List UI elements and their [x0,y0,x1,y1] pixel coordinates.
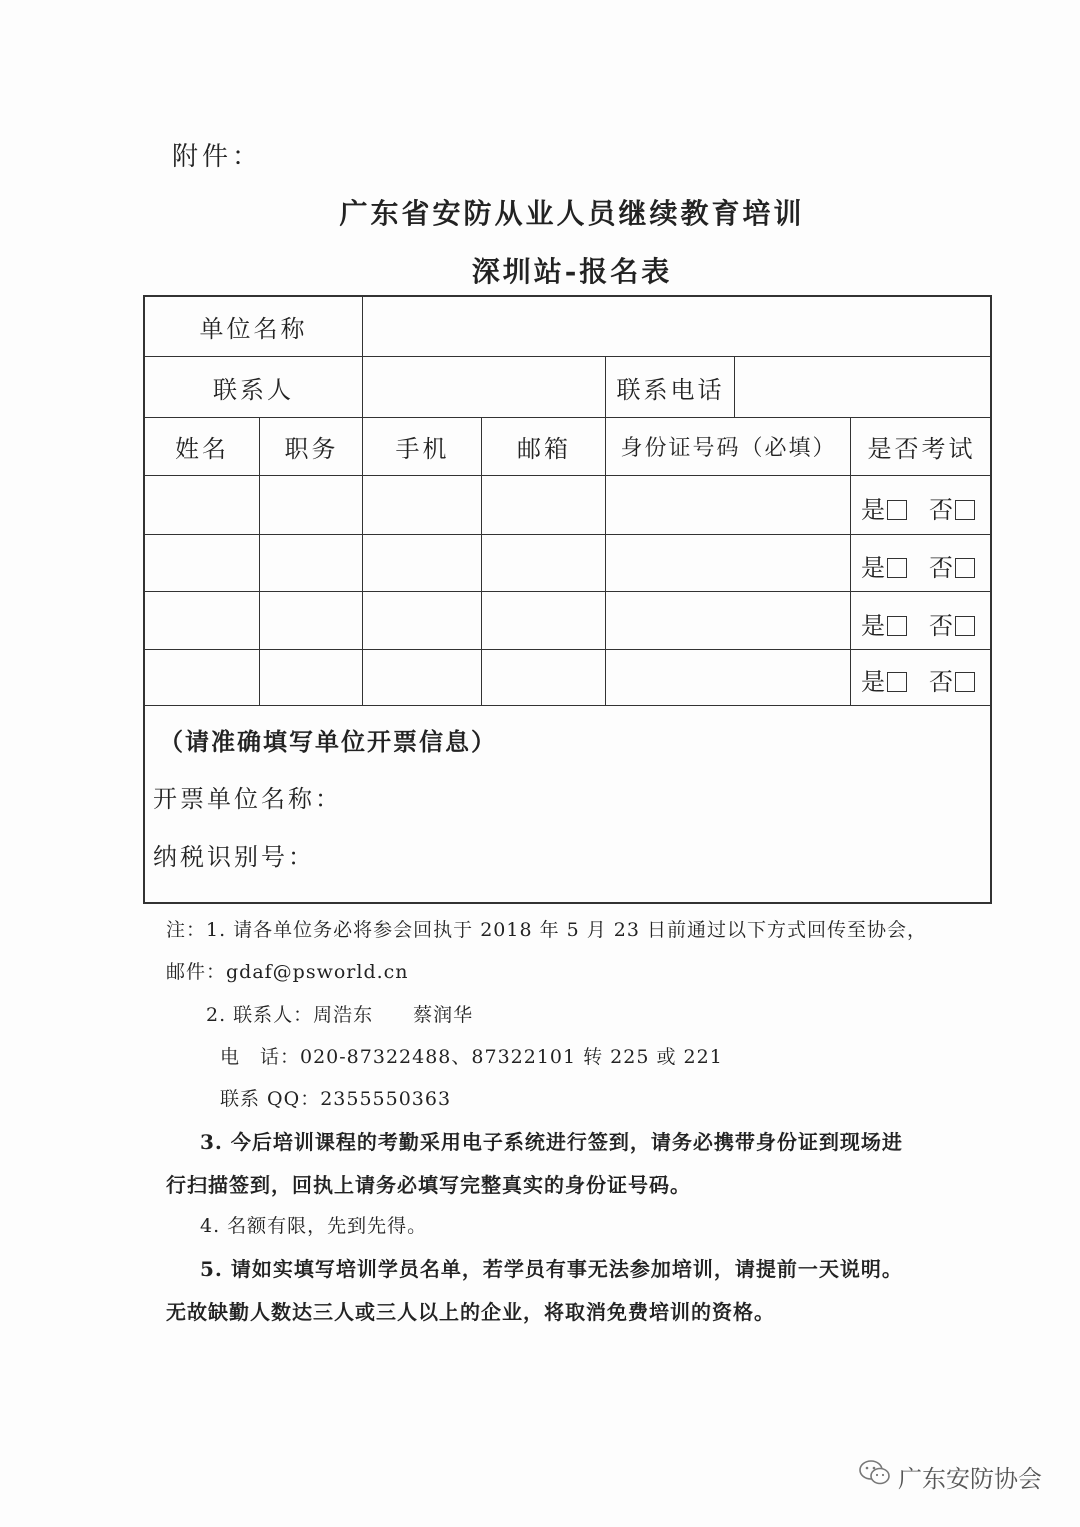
exam-yes-checkbox[interactable] [887,558,907,578]
registration-form [143,295,992,904]
note-2-contacts: 2. 联系人：周浩东 蔡润华 [206,1004,474,1026]
col-header-position: 职务 [284,435,339,463]
org-name-field[interactable] [364,297,991,356]
exam-yes-label: 是 [861,496,885,524]
note-2-qq: 联系 QQ：2355550363 [220,1088,452,1110]
exam-no-label: 否 [929,668,953,696]
note-3-line1: 3. 今后培训课程的考勤采用电子系统进行签到，请务必携带身份证到现场进 [200,1130,903,1154]
org-name-label: 单位名称 [199,315,308,343]
invoice-note: （请准确填写单位开票信息） [159,727,497,756]
col-header-id-number: 身份证号码（必填） [620,436,837,461]
note-1-email: 邮件：gdaf@psworld.cn [166,961,409,983]
note-4: 4. 名额有限，先到先得。 [200,1215,428,1237]
note-1: 注：1. 请各单位务必将参会回执于 2018 年 5 月 23 日前通过以下方式回传至协会， [166,919,928,941]
col-header-email: 邮箱 [517,435,571,463]
wechat-icon [858,1458,892,1494]
exam-yes-label: 是 [861,612,885,640]
exam-yes-label: 是 [861,668,885,696]
table-row [861,662,975,697]
col-header-name: 姓名 [175,435,229,463]
table-row [861,606,975,641]
note-5-line2: 无故缺勤人数达三人或三人以上的企业，将取消免费培训的资格。 [166,1300,775,1324]
exam-yes-checkbox[interactable] [887,500,907,520]
exam-yes-option[interactable] [861,606,907,641]
note-2-phone: 电 话：020-87322488、87322101 转 225 或 221 [220,1046,723,1068]
invoice-org-label: 开票单位名称： [153,785,342,813]
form-title: 广东省安防从业人员继续教育培训 [339,197,805,230]
exam-yes-option[interactable] [861,662,907,697]
exam-yes-checkbox[interactable] [887,616,907,636]
exam-no-label: 否 [929,554,953,582]
table-row [861,490,975,525]
exam-yes-option[interactable] [861,490,907,525]
exam-no-option[interactable] [929,662,975,697]
note-5-line1: 5. 请如实填写培训学员名单，若学员有事无法参加培训，请提前一天说明。 [200,1257,903,1281]
exam-yes-option[interactable] [861,548,907,583]
exam-no-label: 否 [929,612,953,640]
exam-no-label: 否 [929,496,953,524]
contact-field[interactable] [364,357,605,417]
attachment-label: 附件： [172,142,263,172]
exam-yes-label: 是 [861,554,885,582]
phone-label: 联系电话 [616,375,725,404]
table-row [861,548,975,583]
exam-no-option[interactable] [929,548,975,583]
exam-no-checkbox[interactable] [955,672,975,692]
watermark [858,1458,1042,1494]
exam-no-checkbox[interactable] [955,500,975,520]
exam-no-option[interactable] [929,490,975,525]
tax-id-label: 纳税识别号： [153,843,315,871]
contact-label: 联系人 [213,375,294,404]
watermark-text: 广东安防协会 [898,1464,1042,1493]
col-header-exam: 是否考试 [867,435,976,463]
form-subtitle: 深圳站-报名表 [471,255,673,288]
exam-no-option[interactable] [929,606,975,641]
exam-yes-checkbox[interactable] [887,672,907,692]
exam-no-checkbox[interactable] [955,558,975,578]
exam-no-checkbox[interactable] [955,616,975,636]
col-header-mobile: 手机 [395,435,450,463]
note-3-line2: 行扫描签到，回执上请务必填写完整真实的身份证号码。 [166,1173,691,1197]
phone-field[interactable] [736,357,991,417]
